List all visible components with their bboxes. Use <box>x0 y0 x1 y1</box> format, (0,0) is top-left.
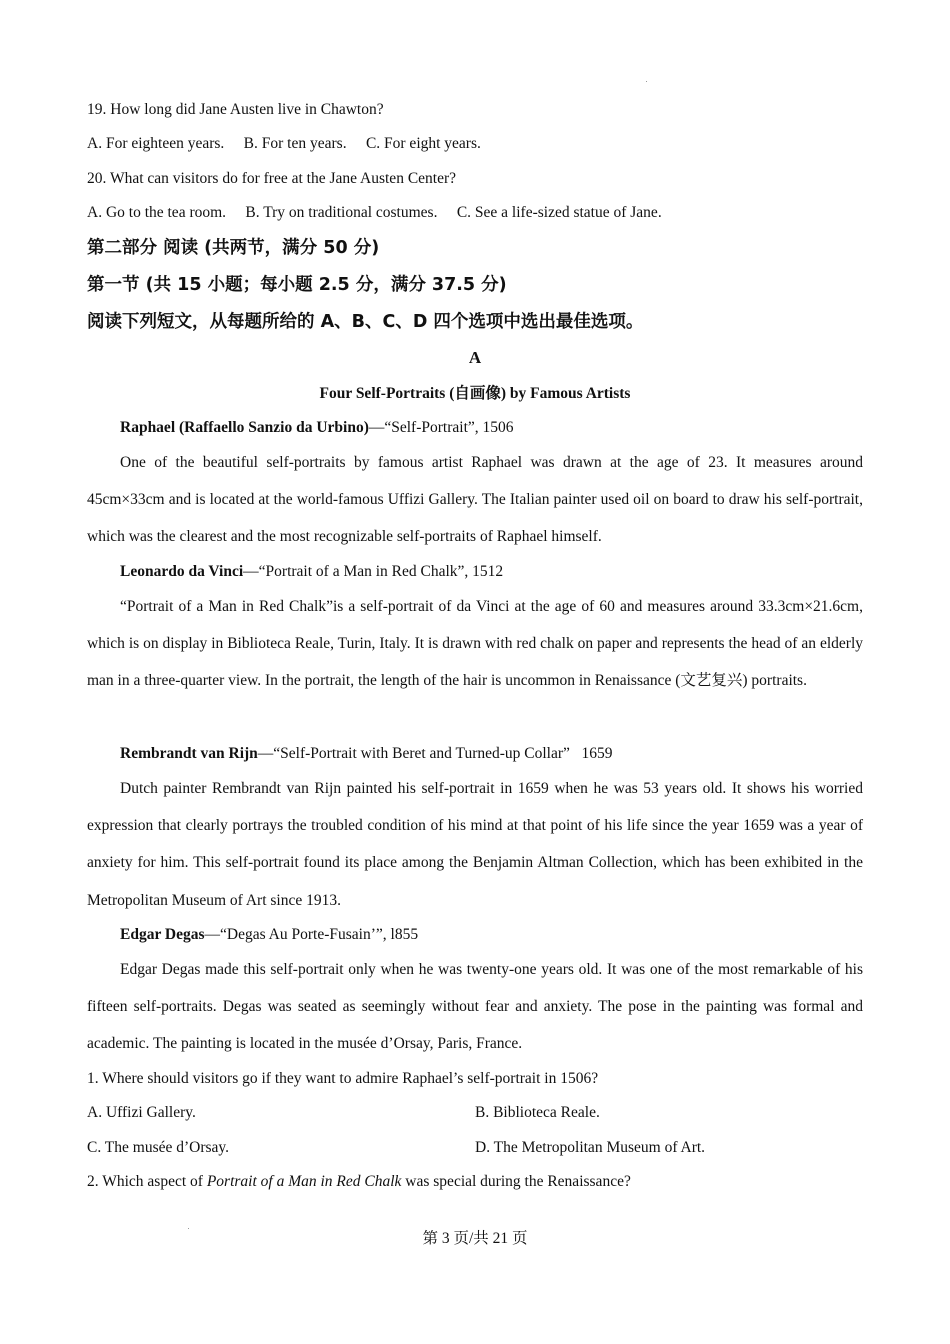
section-instruction: 阅读下列短文，从每题所给的 A、B、C、D 四个选项中选出最佳选项。 <box>87 312 644 332</box>
question-2-stem-post: was special during the Renaissance? <box>401 1173 631 1190</box>
artist-heading-rembrandt <box>120 744 613 764</box>
artist-name: Edgar Degas <box>120 926 205 943</box>
artist-name: Rembrandt van Rijn <box>120 745 258 762</box>
artist-name: Raphael (Raffaello Sanzio da Urbino) <box>120 419 369 436</box>
artwork-title: —“Degas Au Porte-Fusain’”, l855 <box>204 926 419 943</box>
artwork-title: —“Self-Portrait with Beret and Turned-up Collar” 1659 <box>257 745 613 762</box>
section-part2-heading: 第二部分 阅读 (共两节，满分 50 分) <box>87 238 380 258</box>
question-1-option-b: B. Biblioteca Reale. <box>475 1104 600 1121</box>
question-1-option-c: C. The musée d’Orsay. <box>87 1139 230 1156</box>
question-1-option-a: A. Uffizi Gallery. <box>87 1104 196 1121</box>
paragraph-leonardo: “Portrait of a Man in Red Chalk”is a self-portrait of da Vinci at the age of 60 and measures around 33.3cm×21.6cm, which is on display in Biblioteca Reale, Turin, Italy. It is drawn with red chalk on paper and represents the head of an elderly man in a three-quarter view. In the portrait, the length of the hair is uncommon in Renaissance (文艺复兴) portraits. <box>87 598 863 690</box>
section-1-heading: 第一节 (共 15 小题；每小题 2.5 分，满分 37.5 分) <box>87 275 507 295</box>
question-2-stem-italic: Portrait of a Man in Red Chalk <box>206 1173 402 1190</box>
question-1-stem: 1. Where should visitors go if they want to admire Raphael’s self-portrait in 1506? <box>87 1070 599 1087</box>
artist-heading-degas <box>120 925 418 945</box>
question-19-stem: 19. How long did Jane Austen live in Chawton? <box>87 101 384 118</box>
paragraph-raphael: One of the beautiful self-portraits by famous artist Raphael was drawn at the age of 23. It measures around 45cm×33cm and is located at the world-famous Uffizi Gallery. The Italian painter used oil on board to draw his self-portrait, which was the clearest and the most recognizable self-portraits of Raphael himself. <box>87 454 863 546</box>
passage-title: Four Self-Portraits (自画像) by Famous Artists <box>319 385 631 402</box>
paragraph-degas: Edgar Degas made this self-portrait only when he was twenty-one years old. It was one of the most remarkable of his fifteen self-portraits. Degas was seated as seemingly without fear and anxiety. The pose in the painting was formal and academic. The painting is located in the musée d’Orsay, Paris, France. <box>87 961 863 1053</box>
question-19-options: A. For eighteen years. B. For ten years. C. For eight years. <box>87 135 481 152</box>
artist-heading-raphael <box>120 418 514 438</box>
question-20-stem: 20. What can visitors do for free at the Jane Austen Center? <box>87 170 457 187</box>
question-2-stem-pre: 2. Which aspect of <box>87 1173 207 1190</box>
artist-name: Leonardo da Vinci <box>120 563 244 580</box>
question-20-options: A. Go to the tea room. B. Try on traditional costumes. C. See a life-sized statue of Jane. <box>87 204 662 221</box>
paragraph-rembrandt: Dutch painter Rembrandt van Rijn painted his self-portrait in 1659 when he was 53 years old. It shows his worried expression that clearly portrays the troubled condition of his mind at that point of his life since the year 1659 was a year of anxiety for him. This self-portrait found its place among the Benjamin Altman Collection, which has been exhibited in the Metropolitan Museum of Art since 1913. <box>87 780 863 909</box>
page-footer: 第 3 页/共 21 页 <box>422 1230 528 1247</box>
question-2-stem <box>87 1172 631 1192</box>
artwork-title: —“Portrait of a Man in Red Chalk”, 1512 <box>243 563 504 580</box>
question-1-option-d: D. The Metropolitan Museum of Art. <box>475 1139 706 1156</box>
artist-heading-leonardo <box>120 562 503 582</box>
scan-speck <box>646 81 647 82</box>
passage-letter: A <box>468 348 482 367</box>
artwork-title: —“Self-Portrait”, 1506 <box>368 419 514 436</box>
